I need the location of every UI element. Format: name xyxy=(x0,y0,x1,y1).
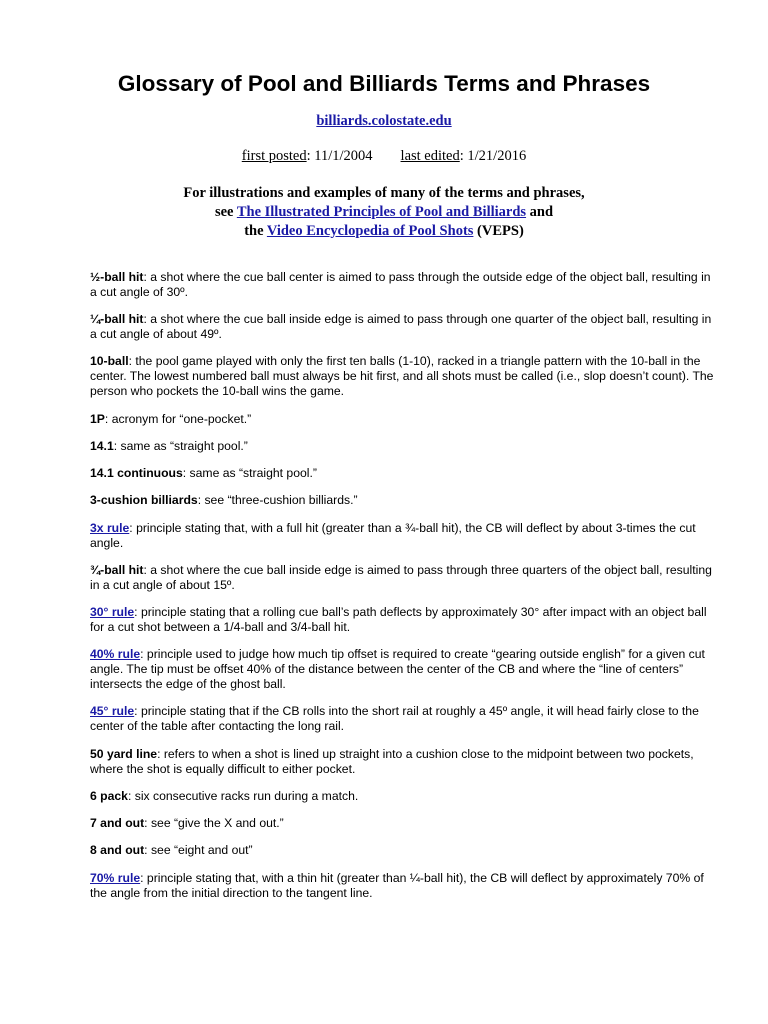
glossary-term: 7 and out xyxy=(90,816,145,831)
glossary-entry xyxy=(90,563,720,593)
glossary-term-link[interactable]: 45° rule xyxy=(90,704,135,719)
glossary-term: ¼-ball hit xyxy=(90,312,144,327)
glossary-list xyxy=(90,270,720,913)
glossary-definition: : principle stating that, with a full hit (greater than a ¾-ball hit), the CB will deflect by about 3-times the cut angle. xyxy=(90,520,696,550)
glossary-term: 50 yard line xyxy=(90,746,158,761)
glossary-definition: : six consecutive racks run during a match. xyxy=(127,788,359,803)
glossary-term: 6 pack xyxy=(90,788,128,803)
glossary-definition: : principle used to judge how much tip offset is required to create “gearing outside english” for a given cut angle. The tip must be offset 40% of the distance between the center of the CB and where the “line of centers” intersects the edge of the ghost ball. xyxy=(90,647,705,692)
page-title: Glossary of Pool and Billiards Terms and Phrases xyxy=(117,71,651,96)
posting-dates xyxy=(0,148,768,165)
glossary-term: 14.1 continuous xyxy=(90,466,183,481)
glossary-entry xyxy=(90,466,720,481)
intro-line-1: For illustrations and examples of many of the terms and phrases, xyxy=(183,185,585,201)
glossary-term: 8 and out xyxy=(90,843,145,858)
glossary-entry xyxy=(90,704,720,734)
glossary-definition: : the pool game played with only the first ten balls (1-10), racked in a triangle pattern with the 10-ball in the center. The lowest numbered ball must always be hit first, and all shots must be called (i.e., slop doesn’t count). The person who pockets the 10-ball wins the game. xyxy=(90,354,714,399)
glossary-definition: : see “three-cushion billiards.” xyxy=(197,493,358,508)
intro-line-2: see The Illustrated Principles of Pool and Billiards and xyxy=(214,204,554,220)
glossary-entry xyxy=(90,871,720,901)
glossary-entry xyxy=(90,354,720,399)
glossary-definition: : same as “straight pool.” xyxy=(113,438,248,453)
glossary-entry xyxy=(90,843,720,858)
first-posted-value: : 11/1/2004 xyxy=(306,148,373,164)
veps-link[interactable]: Video Encyclopedia of Pool Shots xyxy=(266,223,474,239)
glossary-entry xyxy=(90,412,720,427)
glossary-definition: : refers to when a shot is lined up straight into a cushion close to the midpoint between two pockets, where the shot is equally difficult to either pocket. xyxy=(90,746,694,776)
glossary-entry xyxy=(90,816,720,831)
glossary-term: 14.1 xyxy=(90,438,114,453)
glossary-entry xyxy=(90,747,720,777)
illustrated-principles-link[interactable]: The Illustrated Principles of Pool and Billiards xyxy=(236,204,527,220)
glossary-entry xyxy=(90,647,720,692)
intro-line-3: the Video Encyclopedia of Pool Shots (VEPS) xyxy=(244,223,524,239)
glossary-definition: : principle stating that, with a thin hit (greater than ¼-ball hit), the CB will deflect by approximately 70% of the angle from the initial direction to the tangent line. xyxy=(90,870,704,900)
glossary-term-link[interactable]: 40% rule xyxy=(90,647,141,662)
glossary-entry xyxy=(90,789,720,804)
last-edited-label: last edited xyxy=(400,148,460,164)
glossary-definition: : see “give the X and out.” xyxy=(144,816,284,831)
site-link[interactable]: billiards.colostate.edu xyxy=(316,113,452,129)
intro-paragraph xyxy=(0,184,768,241)
glossary-term: ½-ball hit xyxy=(90,270,144,284)
first-posted-label: first posted xyxy=(241,148,307,164)
glossary-definition: : a shot where the cue ball inside edge is aimed to pass through one quarter of the object ball, resulting in a cut angle of about 49º. xyxy=(90,312,712,342)
glossary-definition: : a shot where the cue ball inside edge is aimed to pass through three quarters of the object ball, resulting in a cut angle of about 15º. xyxy=(90,562,712,592)
glossary-entry xyxy=(90,521,720,551)
glossary-term: 1P xyxy=(90,411,105,426)
glossary-term: 10-ball xyxy=(90,354,129,369)
glossary-definition: : principle stating that a rolling cue ball’s path deflects by approximately 30° after impact with an object ball for a cut shot between a 1/4-ball and 3/4-ball hit. xyxy=(90,605,707,635)
glossary-entry xyxy=(90,493,720,508)
glossary-term: ¾-ball hit xyxy=(90,562,144,577)
glossary-entry xyxy=(90,439,720,454)
glossary-term-link[interactable]: 70% rule xyxy=(90,870,141,885)
last-edited-value: : 1/21/2016 xyxy=(459,148,527,164)
glossary-definition: : principle stating that if the CB rolls into the short rail at roughly a 45º angle, it will head fairly close to the center of the table after contacting the long rail. xyxy=(90,704,699,734)
glossary-definition: : same as “straight pool.” xyxy=(182,466,317,481)
site-link-wrapper xyxy=(0,113,768,130)
glossary-entry xyxy=(90,312,720,342)
glossary-entry xyxy=(90,270,720,300)
glossary-definition: : a shot where the cue ball center is aimed to pass through the outside edge of the object ball, resulting in a cut angle of 30º. xyxy=(90,270,711,299)
glossary-entry xyxy=(90,605,720,635)
glossary-definition: : see “eight and out” xyxy=(144,843,253,858)
glossary-term-link[interactable]: 30° rule xyxy=(90,605,135,620)
glossary-term: 3-cushion billiards xyxy=(90,493,198,508)
glossary-term-link[interactable]: 3x rule xyxy=(90,520,130,535)
glossary-definition: : acronym for “one-pocket.” xyxy=(104,411,252,426)
